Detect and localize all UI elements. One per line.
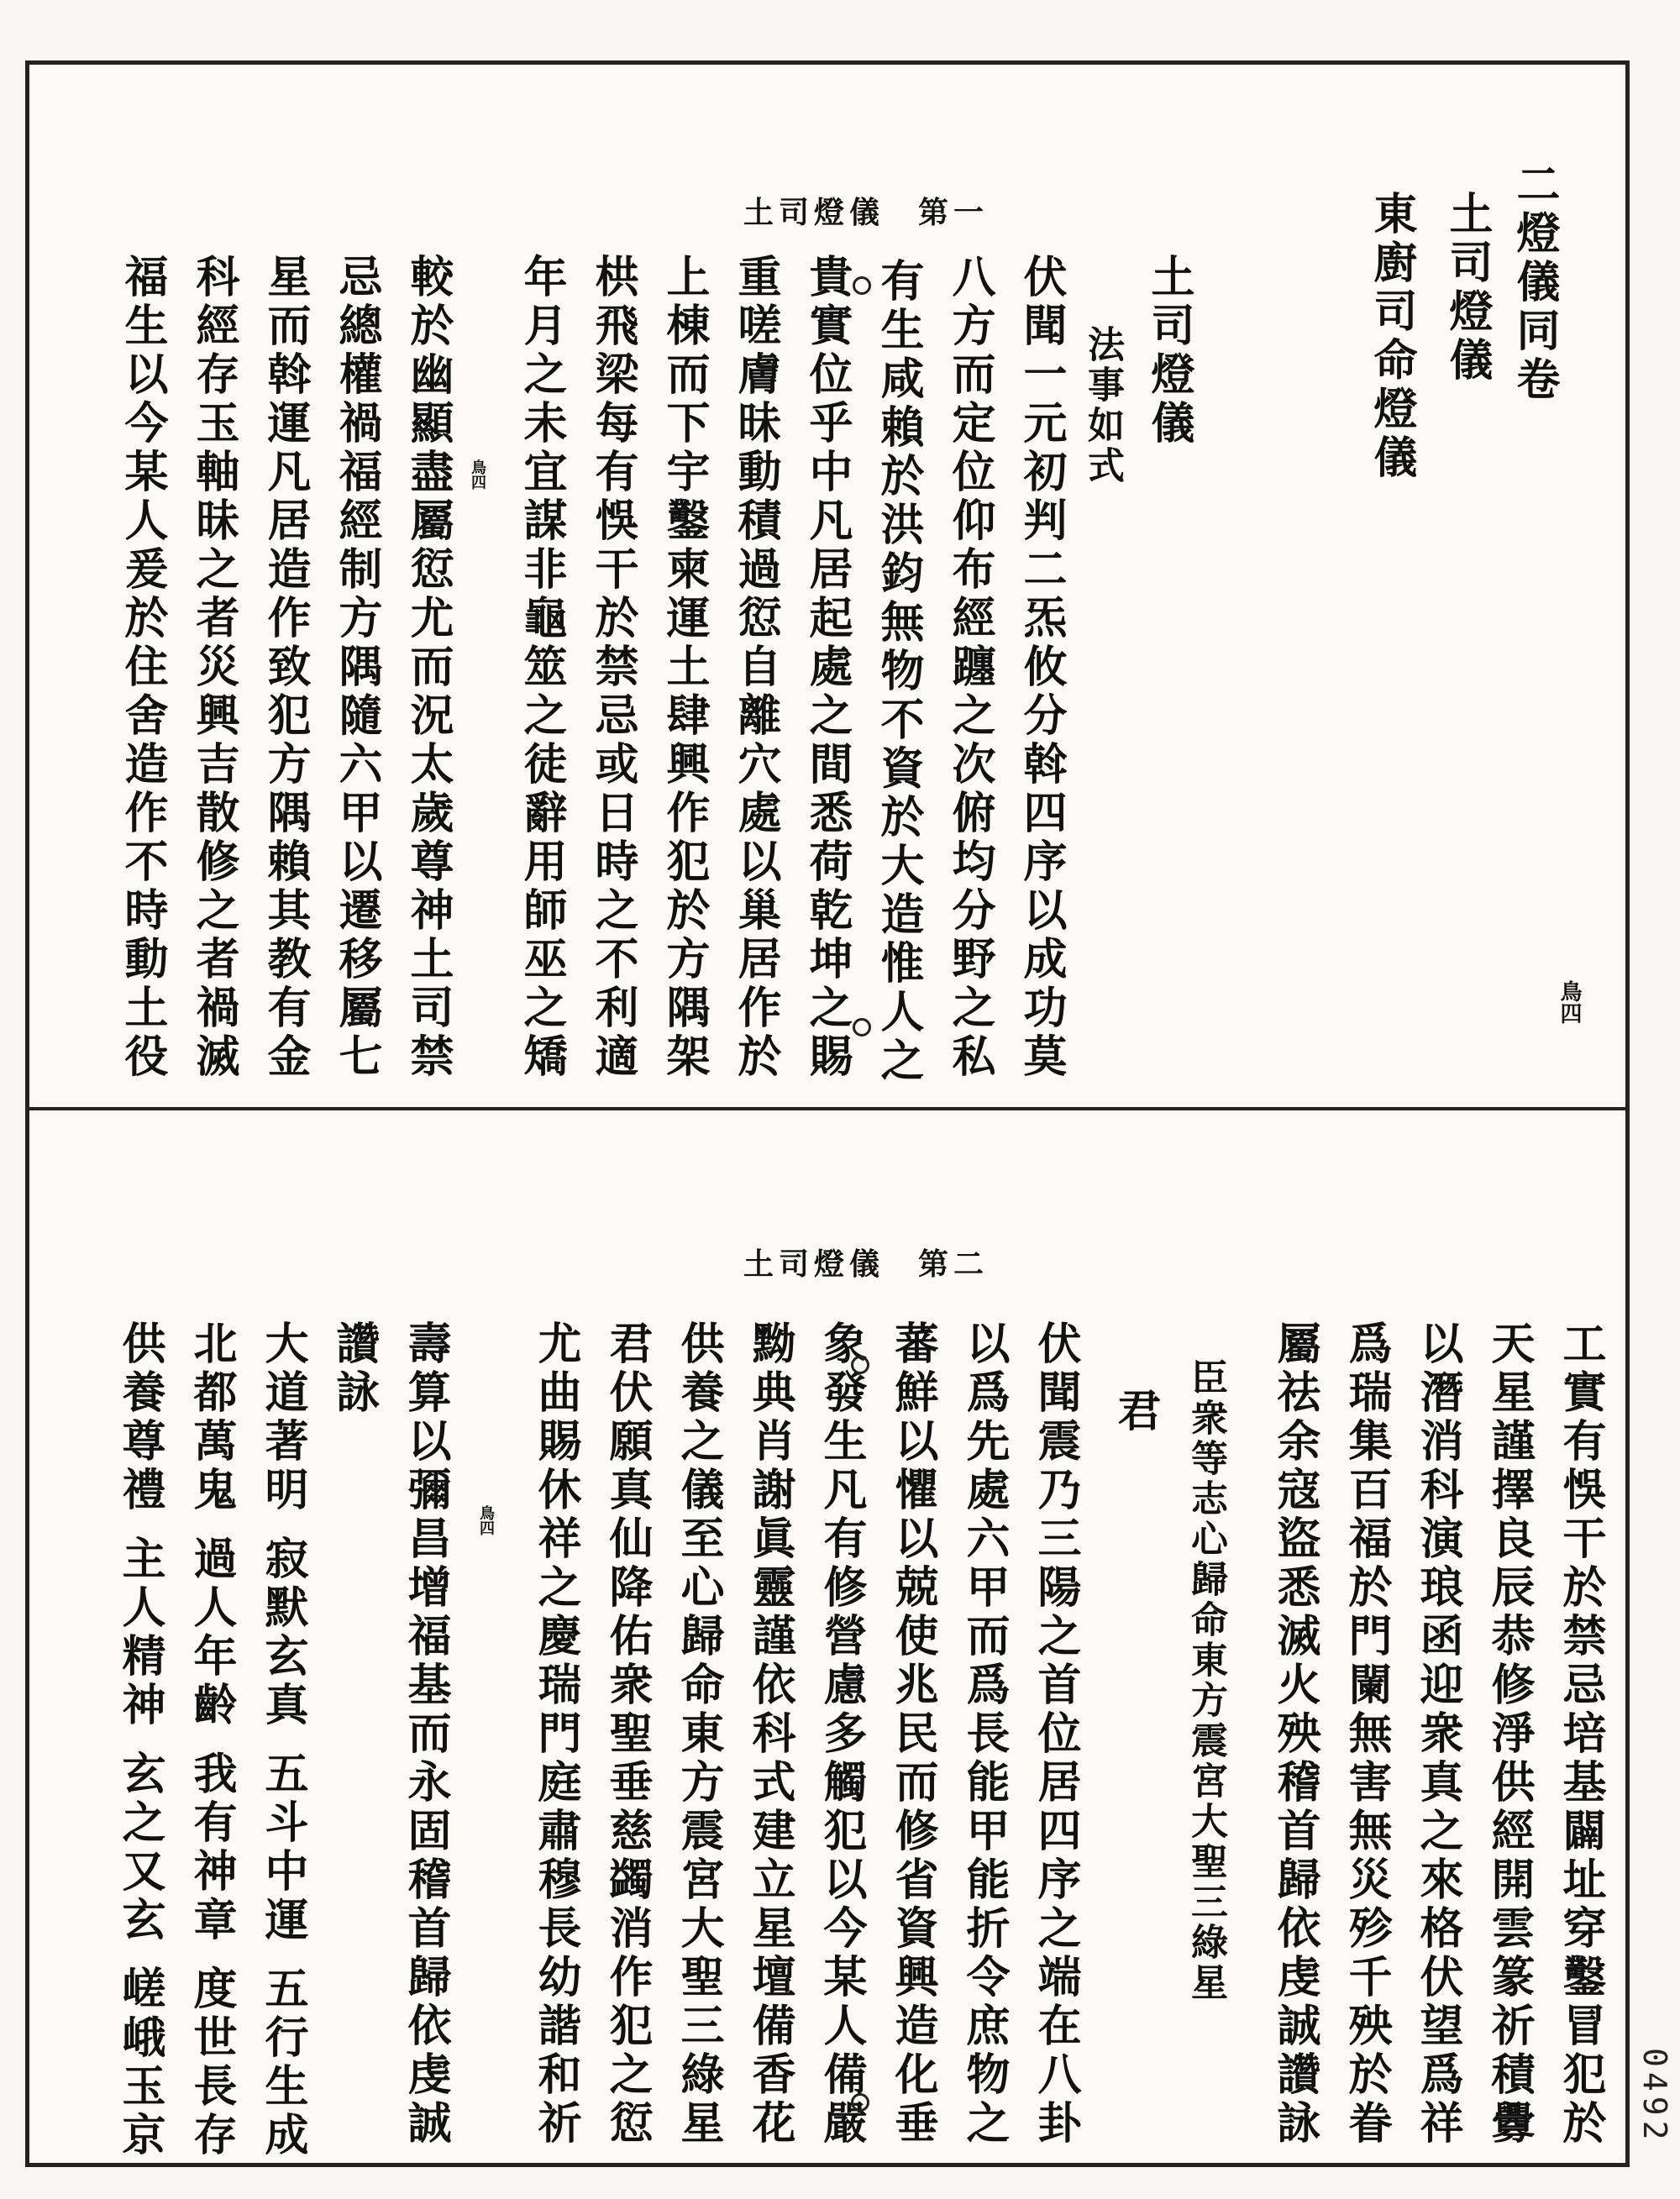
bottom-body-col-20: 供養尊禮 主人精神 玄之又玄 嵯峨玉京 [114,1320,165,2161]
top-body-col-9: 較於幽顯盡屬愆尤而況太歲尊神土司禁 [402,254,454,1082]
bottom-page [29,1110,1625,2164]
top-body-col-13: 福生以今某人爰於住舍造作不時動土役 [117,254,168,1082]
top-page [29,65,1625,1106]
bottom-body-col-10: 蕃鮮以懼以兢使兆民而修省資興造化垂 [887,1320,938,2149]
bottom-page-header [743,1241,989,1283]
top-body-col-2: 八方而定位仰布經躔之次俯均分野之私 [944,254,995,1082]
top-header-title: 土司燈儀 [743,195,885,230]
top-body-col-3: 有生咸賴於洪鈞無物不資於大造惟人之 [873,258,924,1086]
bottom-body-col-13: 供養之儀至心歸命東方震宮大聖三綠星 [673,1320,724,2149]
bottom-body-col-19: 北都萬鬼 過人年齡 我有神章 度世長存 [186,1320,237,2161]
bottom-header-number: 第二 [918,1246,990,1282]
circle-mark [851,1356,869,1374]
bottom-body-col-6: 臣衆等志心歸命東方震宮大聖三綠星 [1184,1358,1227,2003]
bottom-body-col-5: 屬祛余寇盜悉滅火殃稽首歸依虔誠讚詠 [1269,1320,1320,2149]
top-body-col-5: 重嗟膚昧動積過愆自離穴處以巢居作於 [730,254,781,1082]
top-body-col-10: 忌總權禍福經制方隅隨六甲以遷移屬七 [331,254,382,1082]
circle-mark [853,1018,871,1037]
subtitle-1: 土司燈儀 [1441,191,1493,386]
top-mid-mark: 鳥四 [469,459,486,490]
circle-mark [851,2093,869,2112]
top-body-col-4: 貴實位乎中凡居起處之間悉荷乾坤之賜 [801,254,853,1082]
top-body-col-6: 上棟而下宇鑿柬運土肆興作犯於方隅架 [659,254,710,1082]
bottom-body-col-16: 壽算以彌昌增福基而永固稽首歸依虔誠 [400,1320,451,2149]
bottom-body-col-7: 君 [1110,1388,1161,1436]
title-column: 二燈儀同卷 [1509,161,1560,405]
bottom-body-col-12: 黝典肖謝眞靈謹依科式建立星壇備香花 [744,1320,795,2149]
top-body-col-12: 科經存玉軸昧之者災興吉散修之者禍滅 [188,254,239,1082]
bottom-body-col-8: 伏聞震乃三陽之首位居四序之端在八卦 [1030,1320,1081,2149]
circle-mark [853,276,871,295]
subtitle-2: 東廚司命燈儀 [1366,191,1417,483]
bottom-body-col-2: 天星謹擇良辰恭修淨供經開雲篆祈積釁 [1483,1320,1535,2149]
bottom-body-col-18: 大道著明 寂默玄真 五斗中運 五行生成 [257,1320,308,2161]
bottom-body-col-15: 尤曲賜休祥之慶瑞門庭肅穆長幼諧和祈 [530,1320,581,2149]
bottom-body-col-3: 以潛消科演琅函迎衆真之來格伏望爲祥 [1412,1320,1463,2149]
top-body-col-11: 星而斡運凡居造作致犯方隅賴其教有金 [260,254,311,1082]
top-body-col-1: 伏聞一元初判二炁攸分斡四序以成功莫 [1016,254,1067,1082]
top-body-col-7: 栱飛梁每有悞干於禁忌或日時之不利適 [587,254,638,1082]
top-side-mark: 鳥四 [1557,980,1582,1024]
top-page-header [743,189,989,232]
top-body-col-8: 年月之未宜謀非龜筮之徒辭用師巫之矯 [516,254,567,1082]
top-header-number: 第一 [918,195,990,230]
section-title: 土司燈儀 [1143,254,1194,449]
side-page-number: 0492 [1636,2048,1673,2145]
bottom-body-col-9: 以爲先處六甲而爲長能甲能折令庶物之 [958,1320,1010,2149]
bottom-mid-mark: 鳥四 [477,1505,495,1535]
bottom-body-col-4: 爲瑞集百福於門闌無害無災殄千殃於眷 [1341,1320,1392,2149]
section-note: 法事如式 [1081,325,1124,486]
bottom-body-col-17: 讚詠 [328,1320,380,1418]
bottom-body-col-1: 工實有悞干於禁忌培基闢址穿鑿冒犯於 [1555,1320,1606,2149]
bottom-body-col-11: 象發生凡有修營慮多觸犯以今某人備嚴 [816,1320,867,2149]
bottom-body-col-14: 君伏願真仙降佑衆聖垂慈蠲消作犯之愆 [601,1320,653,2149]
bottom-header-title: 土司燈儀 [743,1246,885,1282]
